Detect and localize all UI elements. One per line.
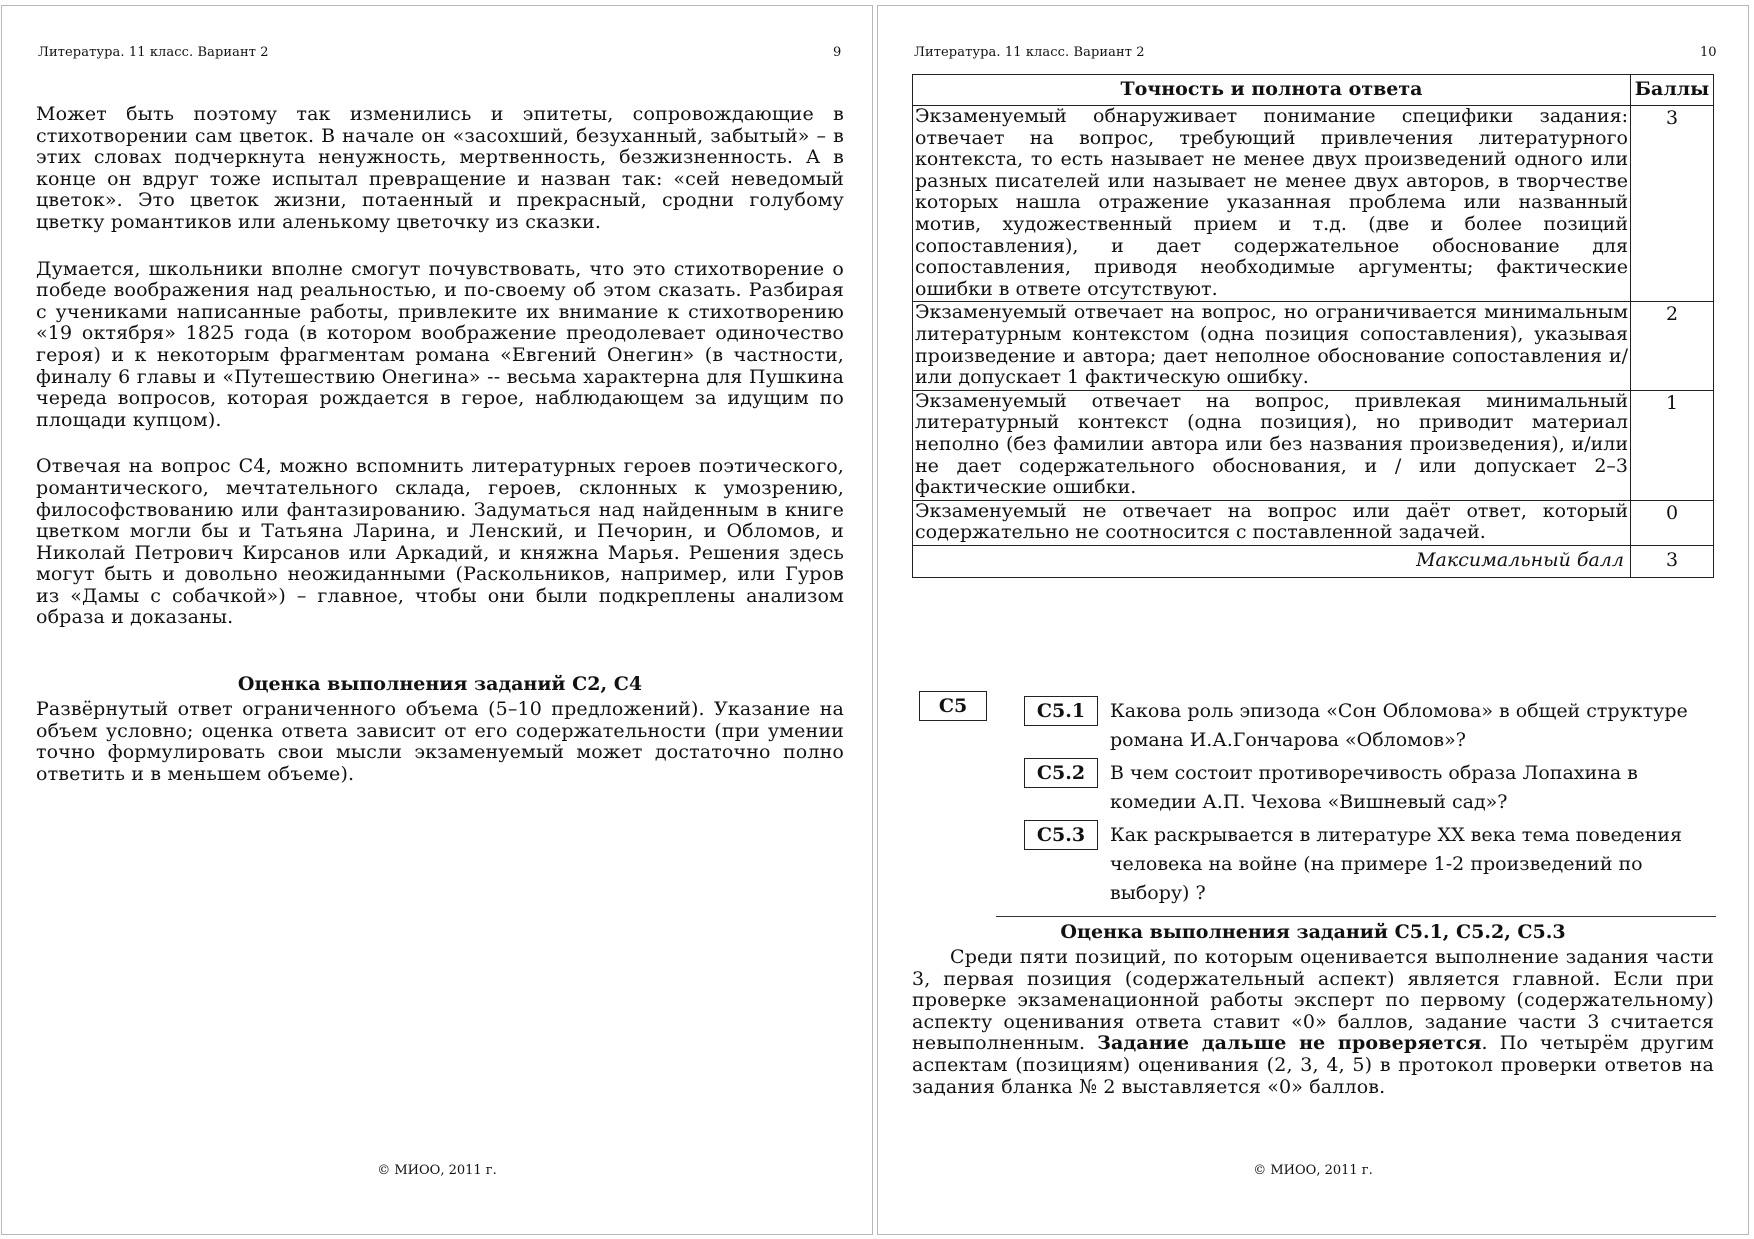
question-text: Как раскрывается в литературе XX века тема поведения человека на войне (на примере 1-2 произведений по выбору) ?: [1110, 824, 1683, 904]
section-text-part: Среди пяти позиций, по которым оценивается выполнение задания части 3, первая позиция (содержательный аспект) является главной. Если при проверке экзаменационной работы эксперт по первому (содержательному) аспекту оценивания ответа ставит «0» баллов, задание части 3 считается невыполненным.: [912, 946, 1714, 1055]
running-head: Литература. 11 класс. Вариант 2: [38, 45, 269, 60]
section-title: Оценка выполнения заданий С2, С4: [237, 673, 643, 695]
section-text-part: . По четырём другим аспектам (позициям) оценивания (2, 3, 4, 5) в протокол проверки ответов на задания бланка № 2 выставляется «0» баллов.: [912, 1032, 1714, 1098]
section-text: Развёрнутый ответ ограниченного объема (5–10 предложений). Указание на объем условно; оценка ответа зависит от его содержательности (при умении точно формулировать свои мысли экзаменуемый может достаточно полно ответить и в меньшем объеме).: [36, 698, 844, 785]
task-label-box: С5: [919, 691, 987, 721]
running-head: Литература. 11 класс. Вариант 2: [914, 45, 1145, 60]
table-header-row: [913, 75, 1714, 106]
criterion-cell: Экзаменуемый обнаруживает понимание специфики задания: отвечает на вопрос, требующий привлечения литературного контекста, то есть называет не менее двух произведений одного или разных писателей или называет не менее двух авторов, в творчестве которых нашла отражение указанная проблема или названный мотив, художественный прием и т.д. (две и более позиций сопоставления), и дает содержательное обоснование для сопоставления, приводя необходимые аргументы; фактические ошибки в ответе отсутствуют.: [913, 106, 1631, 302]
paragraph: Думается, школьники вполне смогут почувствовать, что это стихотворение о победе воображения над реальностью, и по-своему об этом сказать. Разбирая с учениками написанные работы, привлеките их внимание к стихотворению «19 октября» 1825 года (в котором воображение преодолевает одиночество героя) и к некоторым фрагментам романа «Евгений Онегин» (в частности, финалу 6 главы и «Путешествию Онегина» -- весьма характерна для Пушкина череда вопросов, которая рождается в герое, наблюдающем за идущим по площади купцом).: [36, 257, 844, 431]
footer: © МИОО, 2011 г.: [377, 1163, 497, 1178]
criterion-header: Точность и полнота ответа: [913, 75, 1631, 106]
score-cell: 3: [1631, 106, 1714, 302]
table-row: [913, 500, 1714, 545]
score-cell: 0: [1631, 500, 1714, 545]
score-cell: 1: [1631, 390, 1714, 500]
table-row: [913, 106, 1714, 302]
divider: [996, 916, 1716, 917]
score-cell: 2: [1631, 302, 1714, 390]
section-text: [912, 947, 1714, 1098]
question-label-box: С5.2: [1024, 758, 1098, 788]
question-text: В чем состоит противоречивость образа Лопахина в комедии А.П. Чехова «Вишневый сад»?: [1110, 762, 1638, 813]
footer: © МИОО, 2011 г.: [1253, 1163, 1373, 1178]
max-score-label: Максимальный балл: [913, 545, 1631, 577]
max-score-value: 3: [1631, 545, 1714, 577]
grading-table: [912, 74, 1714, 578]
question-label-box: С5.1: [1024, 696, 1098, 726]
table-row: [913, 390, 1714, 500]
page-number: 10: [1700, 45, 1717, 60]
left-page: [1, 5, 873, 1235]
right-page: [877, 5, 1749, 1235]
criterion-cell: Экзаменуемый отвечает на вопрос, привлекая минимальный литературный контекст (одна позиция), но приводит материал неполно (без фамилии автора или без названия произведения), и/или не дает содержательного обоснования, и / или допускает 2–3 фактические ошибки.: [913, 390, 1631, 500]
criterion-cell: Экзаменуемый не отвечает на вопрос или даёт ответ, который содержательно не соотносится с поставленной задачей.: [913, 500, 1631, 545]
body-text: [36, 104, 844, 654]
section-text-emphasis: Задание дальше не проверяется: [1097, 1032, 1482, 1055]
paragraph: Может быть поэтому так изменились и эпитеты, сопровождающие в стихотворении сам цветок. В начале он «засохший, безуханный, забытый» – в этих словах подчеркнута ненужность, мертвенность, безжизненность. А в конце он вдруг тоже испытал превращение и назван так: «сей неведомый цветок». Это цветок жизни, потаенный и прекрасный, сродни голубому цветку романтиков или аленькому цветочку из сказки.: [36, 103, 844, 233]
question-text: Какова роль эпизода «Сон Обломова» в общей структуре романа И.А.Гончарова «Обломов»?: [1110, 700, 1688, 751]
criterion-cell: Экзаменуемый отвечает на вопрос, но ограничивается минимальным литературным контекстом (одна позиция сопоставления), указывая произведение и автора; дает неполное обоснование сопоставления и/или допускает 1 фактическую ошибку.: [913, 302, 1631, 390]
score-header: Баллы: [1631, 75, 1714, 106]
paragraph: Отвечая на вопрос С4, можно вспомнить литературных героев поэтического, романтического, мечтательного склада, героев, склонных к умозрению, философствованию или фантазированию. Задуматься над найденным в книге цветком могли бы и Татьяна Ларина, и Ленский, и Печорин, и Обломов, и Николай Петрович Кирсанов или Аркадий, и княжна Марья. Решения здесь могут быть и довольно неожиданными (Раскольников, например, или Гуров из «Дамы с собачкой») – главное, чтобы они были подкреплены анализом образа и доказаны.: [36, 455, 844, 629]
section-title: Оценка выполнения заданий С5.1, С5.2, С5.3: [1060, 921, 1566, 943]
table-row: [913, 302, 1714, 390]
max-score-row: [913, 545, 1714, 577]
page-number: 9: [833, 45, 842, 60]
question-label-box: С5.3: [1024, 820, 1098, 850]
